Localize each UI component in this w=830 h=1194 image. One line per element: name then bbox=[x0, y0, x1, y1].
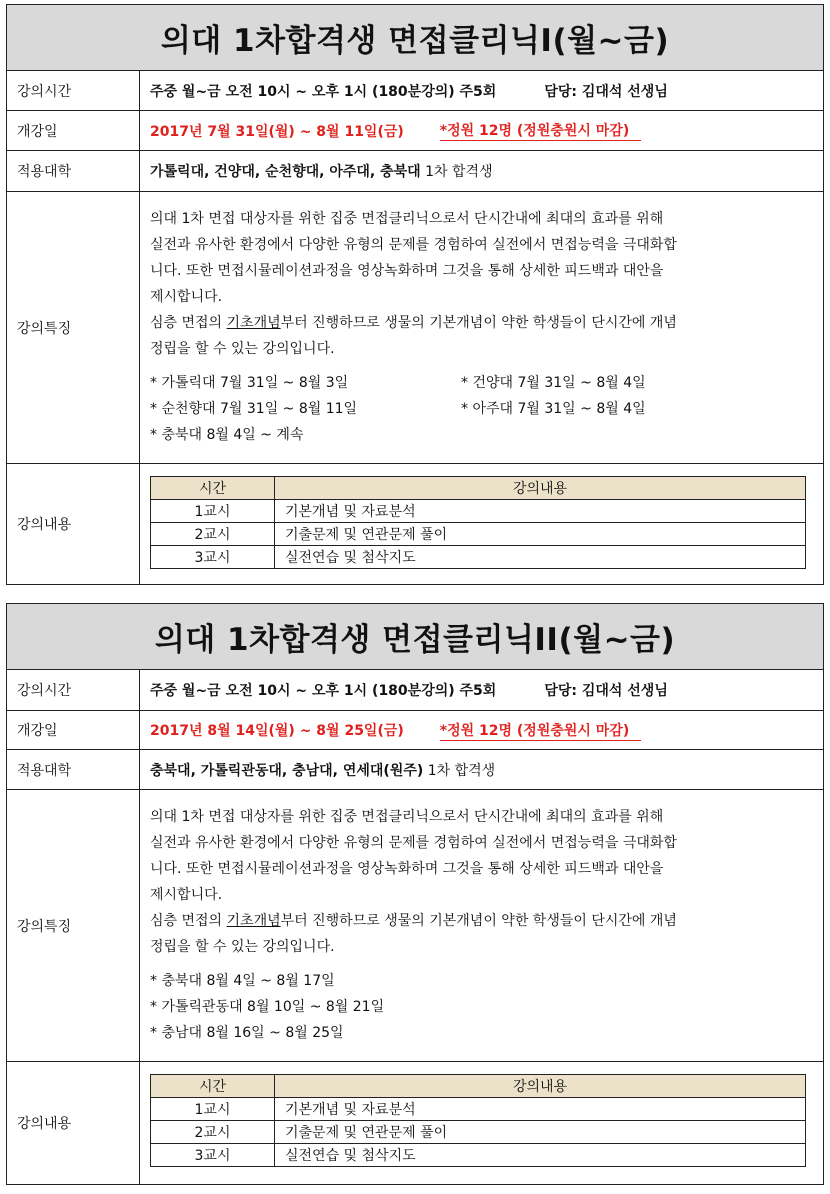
header-time: 시간 bbox=[151, 477, 275, 500]
schedule-list bbox=[150, 370, 813, 448]
features-line: 정립을 할 수 있는 강의입니다. bbox=[150, 341, 335, 357]
content-label: 강의내용 bbox=[7, 464, 140, 584]
period-cell: 1교시 bbox=[151, 500, 275, 523]
text-fragment: 부터 진행하므로 생물의 기본개념이 약한 학생들이 단시간에 개념 bbox=[280, 913, 677, 929]
table-row bbox=[151, 1098, 806, 1121]
list-entry: * 건양대 7월 31일 ~ 8월 4일 bbox=[461, 375, 646, 391]
table-row bbox=[151, 523, 806, 546]
content-label: 강의내용 bbox=[7, 1062, 140, 1184]
topic-cell: 실전연습 및 첨삭지도 bbox=[275, 1144, 806, 1167]
quota-text: *정원 12명 (정원충원시 마감) bbox=[440, 120, 641, 141]
header-content: 강의내용 bbox=[275, 1075, 806, 1098]
list-item bbox=[150, 370, 813, 396]
schedule-label: 강의시간 bbox=[7, 670, 140, 710]
schedule-list bbox=[150, 968, 813, 1046]
text-fragment: 심층 면접의 bbox=[150, 315, 227, 331]
list-entry: * 아주대 7월 31일 ~ 8월 4일 bbox=[461, 401, 646, 417]
table-row bbox=[151, 1121, 806, 1144]
universities-row bbox=[7, 750, 823, 790]
features-line: 정립을 할 수 있는 강의입니다. bbox=[150, 939, 335, 955]
features-row bbox=[7, 790, 823, 1062]
features-value bbox=[140, 790, 823, 1061]
universities-value bbox=[140, 151, 823, 191]
lecture-table bbox=[150, 1074, 806, 1167]
topic-cell: 실전연습 및 첨삭지도 bbox=[275, 546, 806, 569]
course-section-1 bbox=[6, 4, 824, 585]
table-header bbox=[151, 477, 806, 500]
underlined-term: 기초개념 bbox=[226, 913, 281, 929]
features-label: 강의특징 bbox=[7, 192, 140, 463]
features-line: 니다. 또한 면접시뮬레이션과정을 영상녹화하며 그것을 통해 상세한 피드백과 대안을 bbox=[150, 263, 664, 279]
opening-value bbox=[140, 111, 823, 150]
opening-row bbox=[7, 711, 823, 750]
features-line: 의대 1차 면접 대상자를 위한 집중 면접클리닉으로서 단시간내에 최대의 효과를 위해 bbox=[150, 809, 664, 825]
features-line: 실전과 유사한 환경에서 다양한 유형의 문제를 경험하여 실전에서 면접능력을 극대화합 bbox=[150, 835, 677, 851]
topic-cell: 기본개념 및 자료분석 bbox=[275, 500, 806, 523]
opening-dates: 2017년 7월 31일(월) ~ 8월 11일(금) bbox=[150, 123, 404, 140]
underlined-term: 기초개념 bbox=[226, 315, 281, 331]
features-label: 강의특징 bbox=[7, 790, 140, 1061]
universities-suffix: 1차 합격생 bbox=[427, 762, 496, 779]
features-line: 의대 1차 면접 대상자를 위한 집중 면접클리닉으로서 단시간내에 최대의 효과를 위해 bbox=[150, 211, 664, 227]
topic-cell: 기본개념 및 자료분석 bbox=[275, 1098, 806, 1121]
text-fragment: 부터 진행하므로 생물의 기본개념이 약한 학생들이 단시간에 개념 bbox=[280, 315, 677, 331]
schedule-text: 주중 월~금 오전 10시 ~ 오후 1시 (180분강의) 주5회 bbox=[150, 683, 497, 699]
table-row bbox=[151, 1144, 806, 1167]
content-value bbox=[140, 464, 823, 584]
list-entry: * 충북대 8월 4일 ~ 계속 bbox=[150, 427, 304, 443]
header-content: 강의내용 bbox=[275, 477, 806, 500]
list-entry: * 가톨릭대 7월 31일 ~ 8월 3일 bbox=[150, 375, 349, 391]
universities-names: 충북대, 가톨릭관동대, 충남대, 연세대(원주) bbox=[150, 762, 424, 779]
table-header bbox=[151, 1075, 806, 1098]
table-row bbox=[151, 546, 806, 569]
features-row bbox=[7, 192, 823, 464]
universities-suffix: 1차 합격생 bbox=[425, 164, 493, 180]
list-entry: * 순천향대 7월 31일 ~ 8월 11일 bbox=[150, 401, 358, 417]
opening-label: 개강일 bbox=[7, 711, 140, 749]
features-line: 제시합니다. bbox=[150, 289, 223, 305]
list-item bbox=[150, 968, 813, 994]
schedule-value bbox=[140, 670, 823, 710]
universities-label: 적용대학 bbox=[7, 750, 140, 789]
universities-row bbox=[7, 151, 823, 192]
features-line bbox=[150, 908, 813, 934]
features-value bbox=[140, 192, 823, 463]
content-value bbox=[140, 1062, 823, 1184]
universities-names: 가톨릭대, 건양대, 순천향대, 아주대, 충북대 bbox=[150, 164, 421, 180]
universities-value bbox=[140, 750, 823, 789]
schedule-label: 강의시간 bbox=[7, 71, 140, 110]
schedule-value bbox=[140, 71, 823, 110]
list-entry: * 충남대 8월 16일 ~ 8월 25일 bbox=[150, 1025, 344, 1041]
features-line: 제시합니다. bbox=[150, 887, 223, 903]
opening-label: 개강일 bbox=[7, 111, 140, 150]
lecture-table bbox=[150, 476, 806, 569]
list-item bbox=[150, 994, 813, 1020]
list-item bbox=[150, 422, 813, 448]
header-time: 시간 bbox=[151, 1075, 275, 1098]
opening-value bbox=[140, 711, 823, 749]
schedule-row bbox=[7, 71, 823, 111]
features-line: 니다. 또한 면접시뮬레이션과정을 영상녹화하며 그것을 통해 상세한 피드백과 대안을 bbox=[150, 861, 664, 877]
text-fragment: 심층 면접의 bbox=[150, 913, 227, 929]
content-row bbox=[7, 1062, 823, 1184]
list-entry: * 가톨릭관동대 8월 10일 ~ 8월 21일 bbox=[150, 999, 385, 1015]
opening-row bbox=[7, 111, 823, 151]
topic-cell: 기출문제 및 연관문제 풀이 bbox=[275, 1121, 806, 1144]
topic-cell: 기출문제 및 연관문제 풀이 bbox=[275, 523, 806, 546]
quota-text: *정원 12명 (정원충원시 마감) bbox=[440, 720, 641, 741]
list-item bbox=[150, 1020, 813, 1046]
features-line bbox=[150, 310, 813, 336]
teacher-text: 담당: 김대석 선생님 bbox=[544, 83, 668, 100]
period-cell: 2교시 bbox=[151, 523, 275, 546]
features-line: 실전과 유사한 환경에서 다양한 유형의 문제를 경험하여 실전에서 면접능력을 극대화합 bbox=[150, 237, 677, 253]
list-entry: * 충북대 8월 4일 ~ 8월 17일 bbox=[150, 973, 335, 989]
period-cell: 2교시 bbox=[151, 1121, 275, 1144]
teacher-text: 담당: 김대석 선생님 bbox=[544, 683, 668, 699]
section-title: 의대 1차합격생 면접클리닉II(월~금) bbox=[7, 604, 823, 670]
schedule-text: 주중 월~금 오전 10시 ~ 오후 1시 (180분강의) 주5회 bbox=[150, 83, 497, 100]
list-item bbox=[150, 396, 813, 422]
period-cell: 1교시 bbox=[151, 1098, 275, 1121]
period-cell: 3교시 bbox=[151, 1144, 275, 1167]
schedule-row bbox=[7, 670, 823, 711]
table-row bbox=[151, 500, 806, 523]
period-cell: 3교시 bbox=[151, 546, 275, 569]
section-title: 의대 1차합격생 면접클리닉I(월~금) bbox=[7, 5, 823, 71]
course-section-2 bbox=[6, 603, 824, 1185]
universities-label: 적용대학 bbox=[7, 151, 140, 191]
content-row bbox=[7, 464, 823, 584]
opening-dates: 2017년 8월 14일(월) ~ 8월 25일(금) bbox=[150, 723, 404, 739]
